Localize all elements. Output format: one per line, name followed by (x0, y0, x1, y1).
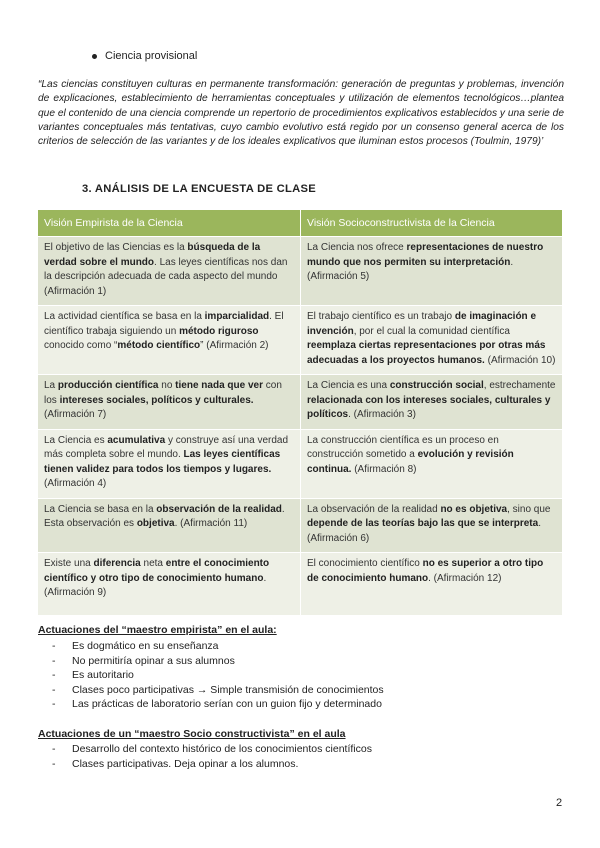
socio-cell-3: La Ciencia es una construcción social, estrechamente relacionada con los intereses sociales, culturales y políticos. (Afirmación 3) (300, 374, 562, 429)
list-item: - Las prácticas de laboratorio serían con un guion fijo y determinado (52, 697, 384, 712)
list-item: - Clases participativas. Deja opinar a los alumnos. (52, 757, 372, 772)
empirista-cell-1: El objetivo de las Ciencias es la búsqueda de la verdad sobre el mundo. Las leyes científicas nos dan la descripción adecuada de cada aspecto del mundo (Afirmación 1) (38, 236, 300, 305)
empirista-cell-3: La producción científica no tiene nada que ver con los intereses sociales, políticos y culturales. (Afirmación 7) (38, 374, 300, 429)
header-empirista: Visión Empirista de la Ciencia (38, 210, 300, 236)
socio-cell-5: La observación de la realidad no es objetiva, sino que depende de las teorías bajo las que se interpreta. (Afirmación 6) (300, 498, 562, 553)
list-item: - Desarrollo del contexto histórico de los conocimientos científicos (52, 742, 372, 757)
empirista-cell-6: Existe una diferencia neta entre el conocimiento científico y otro tipo de conocimiento humano. (Afirmación 9) (38, 552, 300, 615)
list-item: - Es autoritario (52, 668, 384, 683)
socio-cell-6: El conocimiento científico no es superior a otro tipo de conocimiento humano. (Afirmación 12) (300, 552, 562, 615)
comparison-table (38, 210, 562, 615)
socio-cell-1: La Ciencia nos ofrece representaciones de nuestro mundo que nos permiten su interpretación. (Afirmación 5) (300, 236, 562, 305)
table-row (38, 429, 562, 498)
table-row (38, 236, 562, 305)
list-item: - Clases poco participativas → Simple transmisión de conocimientos (52, 683, 384, 698)
empirista-cell-5: La Ciencia se basa en la observación de la realidad. Esta observación es objetiva. (Afirmación 11) (38, 498, 300, 553)
table-header-row (38, 210, 562, 236)
table-row (38, 374, 562, 429)
socio-cell-2: El trabajo científico es un trabajo de imaginación e invención, por el cual la comunidad científica reemplaza ciertas representaciones por otras más adecuadas a los proyectos humanos. (Afirmación 10) (300, 305, 562, 374)
table-row (38, 498, 562, 553)
section-title: 3. ANÁLISIS DE LA ENCUESTA DE CLASE (82, 183, 317, 195)
empirista-cell-2: La actividad científica se basa en la imparcialidad. El científico trabaja siguiendo un método riguroso conocido como “método científico” (Afirmación 2) (38, 305, 300, 374)
table-row (38, 552, 562, 615)
toulmin-quote: “Las ciencias constituyen culturas en permanente transformación: generación de preguntas y problemas, invención de explicaciones, establecimiento de herramientas conceptuales y utilización de elementos tecnológicos…plantea que el contenido de una ciencia comprende un repertorio de procedimientos explicativos establecidos y una serie de variantes conceptuales más tentativas, cuyo cambio evolutivo está regido por un consenso general acerca de los criterios de selección de las variantes y de los ideales explicativos que iluminan estos procesos (Toulmin, 1979)’ (38, 79, 564, 148)
socio-heading: Actuaciones de un “maestro Socio constructivista” en el aula (38, 728, 346, 740)
page-number: 2 (556, 797, 563, 809)
list-item: - No permitiría opinar a sus alumnos (52, 654, 384, 669)
empirista-heading: Actuaciones del “maestro empirista” en el aula: (38, 624, 277, 636)
bullet-dot-icon (92, 54, 97, 59)
table-row (38, 305, 562, 374)
socio-cell-4: La construcción científica es un proceso en construcción sometido a evolución y revisión continua. (Afirmación 8) (300, 429, 562, 498)
empirista-list (52, 639, 384, 712)
bullet-text: Ciencia provisional (105, 50, 198, 62)
socio-list (52, 742, 372, 771)
bullet-ciencia-provisional (92, 50, 197, 62)
empirista-cell-4: La Ciencia es acumulativa y construye así una verdad más completa sobre el mundo. Las leyes científicas tienen validez para todos los tiempos y lugares. (Afirmación 4) (38, 429, 300, 498)
header-socioconstructivista: Visión Socioconstructivista de la Ciencia (300, 210, 562, 236)
list-item: - Es dogmático en su enseñanza (52, 639, 384, 654)
